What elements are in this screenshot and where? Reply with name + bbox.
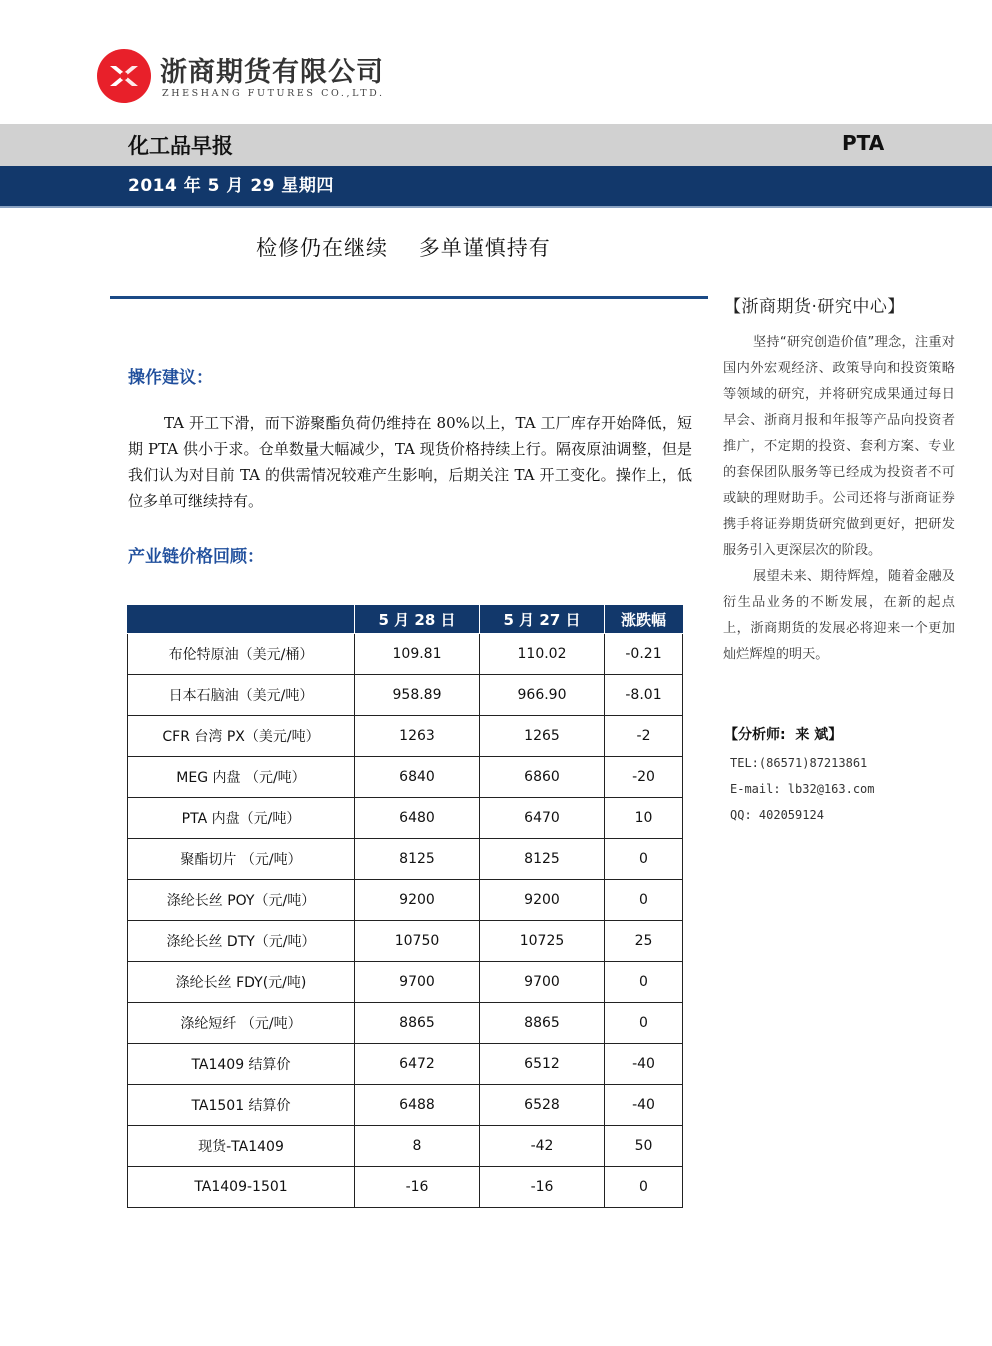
table-cell-change: 25 — [605, 921, 683, 962]
table-row — [128, 962, 683, 1003]
table-cell-item: 日本石脑油（美元/吨） — [128, 675, 355, 716]
sidebar-title: 【浙商期货·研究中心】 — [724, 297, 905, 317]
table-cell-price: 966.90 — [480, 675, 605, 716]
table-cell-price: -16 — [355, 1167, 480, 1208]
table-cell-price: 109.81 — [355, 634, 480, 675]
table-row — [128, 1126, 683, 1167]
company-logo — [96, 48, 386, 106]
price-table — [127, 605, 683, 1208]
table-cell-change: 0 — [605, 839, 683, 880]
table-row — [128, 634, 683, 675]
table-cell-price: 958.89 — [355, 675, 480, 716]
table-cell-price: 6488 — [355, 1085, 480, 1126]
table-cell-item: CFR 台湾 PX（美元/吨） — [128, 716, 355, 757]
table-cell-change: -2 — [605, 716, 683, 757]
table-body — [128, 634, 683, 1208]
table-row — [128, 880, 683, 921]
table-cell-price: 10750 — [355, 921, 480, 962]
table-cell-price: 110.02 — [480, 634, 605, 675]
report-type: 化工品早报 — [128, 134, 233, 158]
sidebar-paragraph: 坚持“研究创造价值”理念，注重对国内外宏观经济、政策导向和投资策略等领域的研究，并将研究成果通过每日早会、浙商月报和年报等产品向投资者推广，不定期的投资、套利方案、专业的套保团队服务等已经成为投资者不可或缺的理财助手。公司还将与浙商证券携手将证券期货研究做到更好，把研发服务引入更深层次的阶段。 — [723, 335, 955, 558]
table-cell-change: 0 — [605, 962, 683, 1003]
table-cell-change: -0.21 — [605, 634, 683, 675]
table-cell-change: 10 — [605, 798, 683, 839]
table-row — [128, 1044, 683, 1085]
table-cell-item: TA1501 结算价 — [128, 1085, 355, 1126]
table-cell-price: 9700 — [480, 962, 605, 1003]
review-section-title: 产业链价格回顾： — [128, 547, 264, 567]
table-row — [128, 1085, 683, 1126]
table-cell-price: 8865 — [355, 1003, 480, 1044]
table-cell-change: 50 — [605, 1126, 683, 1167]
company-name-cn: 浙商期货有限公司 — [160, 57, 384, 88]
advice-body: TA 开工下滑，而下游聚酯负荷仍维持在 80%以上，TA 工厂库存开始降低，短期 PTA 供小于求。仓单数量大幅减少，TA 现货价格持续上行。隔夜原油调整，但是我们认为对目前 TA 的供需情况较难产生影响，后期关注 TA 开工变化。操作上，低位多单可继续持有。 — [128, 414, 692, 510]
table-row — [128, 757, 683, 798]
table-cell-price: 1263 — [355, 716, 480, 757]
headline-rule — [110, 296, 708, 299]
table-cell-price: 9200 — [355, 880, 480, 921]
table-cell-price: 6528 — [480, 1085, 605, 1126]
table-header-change: 涨跌幅 — [605, 606, 683, 634]
table-cell-price: -42 — [480, 1126, 605, 1167]
table-cell-item: PTA 内盘（元/吨） — [128, 798, 355, 839]
table-row — [128, 921, 683, 962]
report-date: 2014 年 5 月 29 星期四 — [128, 176, 334, 196]
table-cell-item: MEG 内盘 （元/吨） — [128, 757, 355, 798]
table-cell-item: TA1409 结算价 — [128, 1044, 355, 1085]
table-cell-change: -8.01 — [605, 675, 683, 716]
table-cell-item: 涤纶长丝 FDY(元/吨) — [128, 962, 355, 1003]
table-row — [128, 798, 683, 839]
table-cell-price: 9200 — [480, 880, 605, 921]
table-row — [128, 675, 683, 716]
product-name: PTA — [842, 131, 885, 155]
table-cell-item: 布伦特原油（美元/桶） — [128, 634, 355, 675]
table-header-row — [128, 606, 683, 634]
analyst-tel: TEL:(86571)87213861 — [730, 756, 868, 770]
table-cell-price: 8865 — [480, 1003, 605, 1044]
table-row — [128, 839, 683, 880]
table-cell-item: 现货-TA1409 — [128, 1126, 355, 1167]
table-row — [128, 1167, 683, 1208]
table-header-item — [128, 606, 355, 634]
advice-section-title: 操作建议： — [128, 368, 213, 388]
analyst-contact — [730, 750, 875, 828]
table-cell-change: -40 — [605, 1085, 683, 1126]
table-cell-price: 10725 — [480, 921, 605, 962]
table-row — [128, 1003, 683, 1044]
analyst-title: 【分析师: 来 斌】 — [724, 727, 843, 743]
headline: 检修仍在继续 多单谨慎持有 — [256, 236, 551, 260]
table-cell-price: 6860 — [480, 757, 605, 798]
analyst-email[interactable]: E-mail: lb32@163.com — [730, 782, 875, 796]
table-cell-price: 6470 — [480, 798, 605, 839]
sidebar-paragraph: 展望未来、期待辉煌，随着金融及衍生品业务的不断发展，在新的起点上，浙商期货的发展必将迎来一个更加灿烂辉煌的明天。 — [723, 569, 955, 662]
table-cell-change: -20 — [605, 757, 683, 798]
table-row — [128, 716, 683, 757]
table-cell-item: 涤纶长丝 DTY（元/吨） — [128, 921, 355, 962]
table-header-date1: 5 月 28 日 — [355, 606, 480, 634]
table-cell-price: 8125 — [480, 839, 605, 880]
table-cell-item: TA1409-1501 — [128, 1167, 355, 1208]
table-cell-price: 8125 — [355, 839, 480, 880]
table-cell-price: 6512 — [480, 1044, 605, 1085]
table-cell-item: 涤纶短纤 （元/吨） — [128, 1003, 355, 1044]
table-cell-change: -40 — [605, 1044, 683, 1085]
table-cell-price: 8 — [355, 1126, 480, 1167]
table-cell-item: 涤纶长丝 POY（元/吨） — [128, 880, 355, 921]
table-cell-price: 1265 — [480, 716, 605, 757]
table-cell-change: 0 — [605, 1003, 683, 1044]
table-cell-price: 9700 — [355, 962, 480, 1003]
table-cell-price: 6472 — [355, 1044, 480, 1085]
table-cell-price: 6480 — [355, 798, 480, 839]
company-name-en: ZHESHANG FUTURES CO.,LTD. — [162, 88, 385, 99]
table-header-date2: 5 月 27 日 — [480, 606, 605, 634]
table-cell-change: 0 — [605, 1167, 683, 1208]
table-cell-change: 0 — [605, 880, 683, 921]
sidebar-body — [723, 330, 955, 668]
table-cell-item: 聚酯切片 （元/吨） — [128, 839, 355, 880]
table-cell-price: 6840 — [355, 757, 480, 798]
analyst-qq: QQ: 402059124 — [730, 808, 824, 822]
table-cell-price: -16 — [480, 1167, 605, 1208]
company-logo-icon — [96, 48, 152, 104]
